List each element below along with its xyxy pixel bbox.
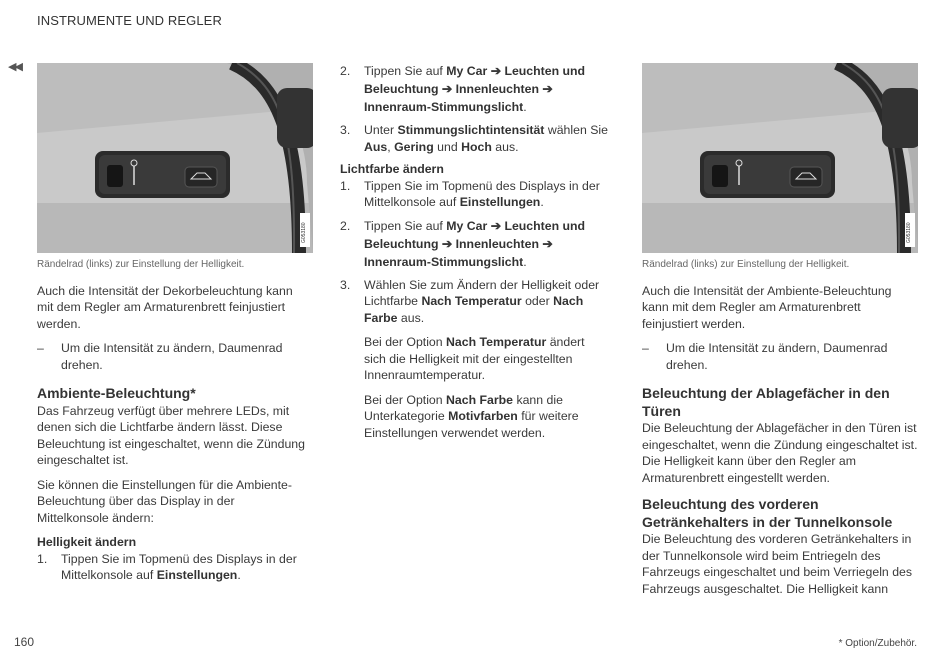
arrow-right-icon: ➔ (490, 218, 502, 233)
arrow-right-icon: ➔ (441, 82, 453, 96)
faecher-heading: Beleuchtung der Ablagefächer in den Türen (642, 385, 890, 419)
option-color-paragraph: Bei der Option Nach Farbe kann die Unterkategorie Motivfarben für weitere Einstellungen verwendet werden. (364, 392, 579, 440)
page-header: INSTRUMENTE UND REGLER (37, 13, 222, 28)
faecher-paragraph: Die Beleuchtung der Ablagefächer in den Türen ist eingeschaltet, wenn die Zündung eingeschaltet ist. Die Helligkeit kann über den Regler am Armaturenbrett eingestellt werden. (642, 421, 918, 485)
list-item: 1. Tippen Sie im Topmenü des Displays in der Mittelkonsole auf Einstellungen. (340, 178, 600, 209)
column-3 (642, 257, 918, 605)
footnote: * Option/Zubehör. (838, 638, 917, 649)
image-code: G053180 (301, 222, 307, 243)
list-item: – Um die Intensität zu ändern, Daumenrad drehen. (37, 341, 283, 372)
option-temperature-paragraph: Bei der Option Nach Temperatur ändert sich die Helligkeit mit der eingestellten Innenraumtemperatur. (364, 335, 585, 382)
helligkeit-heading: Helligkeit ändern (37, 535, 137, 549)
intro-paragraph: Auch die Intensität der Dekorbeleuchtung kann mit dem Regler am Armaturenbrett feinjustiert werden. (37, 283, 293, 331)
list-item: 2. Tippen Sie auf My Car ➔ Leuchten und Beleuchtung ➔ Innenleuchten ➔ Innenraum-Stimmungslicht. (340, 218, 586, 269)
getraenk-paragraph: Die Beleuchtung des vorderen Getränkehalters in der Tunnelkonsole wird beim Entriegeln des Fahrzeugs eingeschaltet und beim Verriegeln des Fahrzeugs ausgeschaltet. Die Helligkeit kann (642, 532, 913, 596)
column-1 (37, 257, 307, 584)
list-item: 3. Wählen Sie zum Ändern der Helligkeit oder Lichtfarbe Nach Temperatur oder Nach Farbe aus. (340, 277, 600, 325)
lichtfarbe-heading: Lichtfarbe ändern (340, 162, 444, 176)
list-item: 3. Unter Stimmungslichtintensität wählen Sie Aus, Gering und Hoch aus. (340, 123, 608, 154)
intro-paragraph: Auch die Intensität der Ambiente-Beleuchtung kann mit dem Regler am Armaturenbrett feinjustiert werden. (642, 283, 892, 331)
dashboard-thumbwheel-image (37, 63, 313, 253)
ambient-paragraph-2: Sie können die Einstellungen für die Ambiente-Beleuchtung über das Display in der Mittelkonsole ändern: (37, 477, 292, 525)
double-chevron-left-icon[interactable]: ◀◀ (8, 61, 21, 73)
ambient-heading: Ambiente-Beleuchtung* (37, 385, 196, 401)
image-code: G053180 (906, 222, 912, 243)
dashboard-thumbwheel-image (642, 63, 918, 253)
arrow-right-icon: ➔ (542, 236, 553, 251)
figure-caption: Rändelrad (links) zur Einstellung der Helligkeit. (37, 259, 245, 270)
dash-bullet: – (642, 341, 649, 355)
list-item: 1. Tippen Sie im Topmenü des Displays in der Mittelkonsole auf Einstellungen. (37, 551, 297, 582)
arrow-right-icon: ➔ (542, 82, 553, 96)
arrow-right-icon: ➔ (441, 236, 453, 251)
arrow-right-icon: ➔ (490, 64, 502, 78)
getraenk-heading: Beleuchtung des vorderen Getränkehalters in der Tunnelkonsole (642, 496, 893, 530)
dash-bullet: – (37, 341, 44, 355)
ambient-paragraph-1: Das Fahrzeug verfügt über mehrere LEDs, mit denen sich die Lichtfarbe ändern lässt. Diese Beleuchtung ist eingeschaltet, wenn die Zündung eingeschaltet ist. (37, 403, 305, 467)
list-item: – Um die Intensität zu ändern, Daumenrad drehen. (642, 341, 888, 372)
list-item: 2. Tippen Sie auf My Car ➔ Leuchten und Beleuchtung ➔ Innenleuchten ➔ Innenraum-Stimmungslicht. (340, 64, 586, 114)
column-2 (340, 62, 608, 449)
figure-caption: Rändelrad (links) zur Einstellung der Helligkeit. (642, 259, 850, 270)
page-number: 160 (14, 635, 35, 649)
